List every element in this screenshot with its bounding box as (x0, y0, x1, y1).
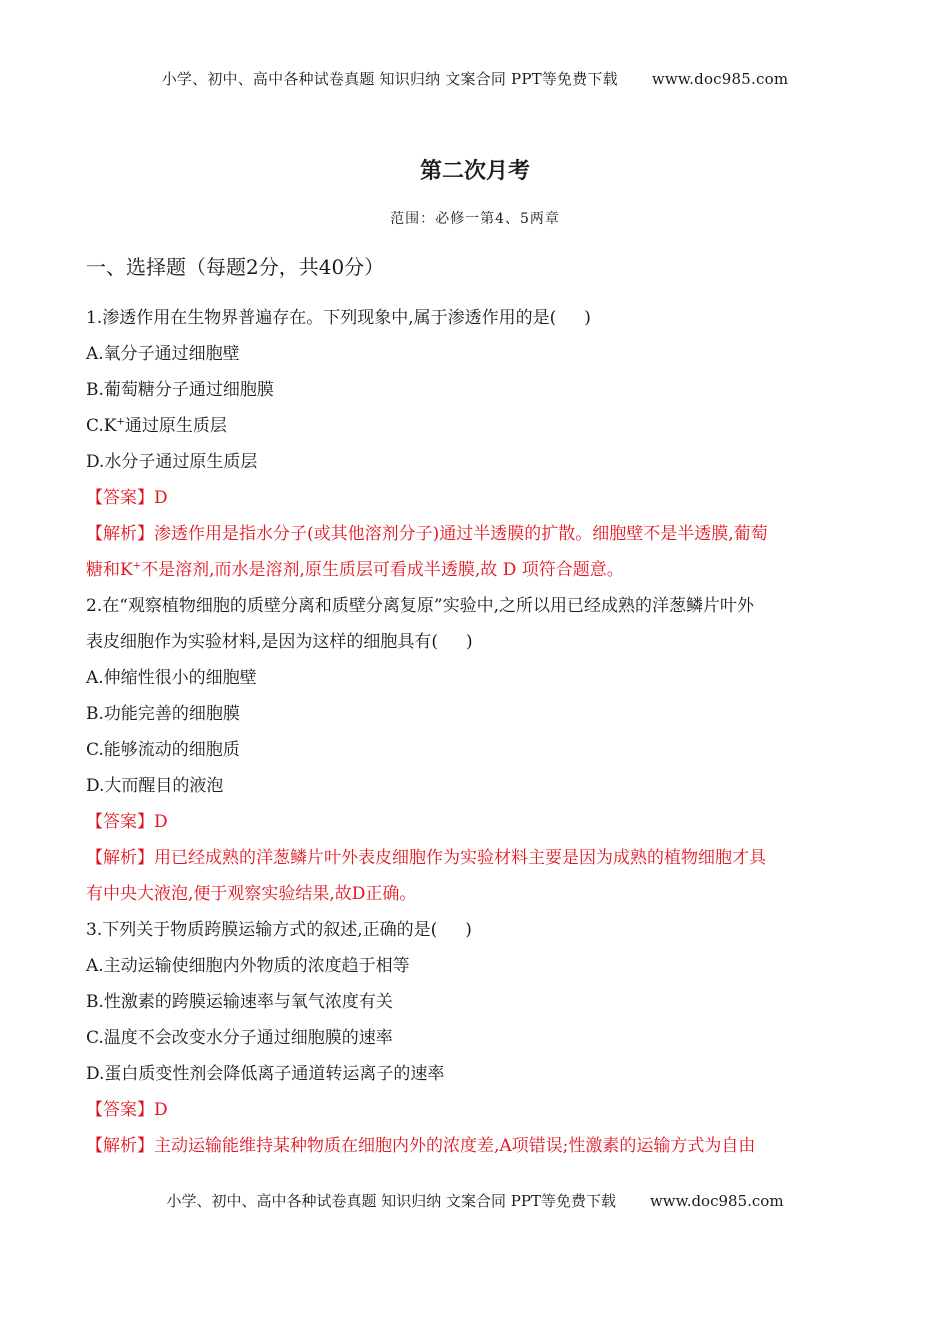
option-b: B.性激素的跨膜运输速率与氧气浓度有关 (86, 992, 393, 1012)
footer-text: 小学、初中、高中各种试卷真题 知识归纳 文案合同 PPT等免费下载 (166, 1192, 616, 1210)
analysis-line: 有中央大液泡,便于观察实验结果,故D正确。 (86, 884, 417, 904)
option-d: D.蛋白质变性剂会降低离子通道转运离子的速率 (86, 1064, 445, 1084)
answer-tag: 【答案】 (86, 488, 154, 508)
analysis-line: 【解析】渗透作用是指水分子(或其他溶剂分子)通过半透膜的扩散。细胞壁不是半透膜,葡萄 (86, 524, 768, 544)
question-stem-cont: 表皮细胞作为实验材料,是因为这样的细胞具有( ) (86, 632, 473, 652)
answer-tag: 【答案】 (86, 1100, 154, 1120)
option-a: A.伸缩性很小的细胞壁 (86, 668, 257, 688)
question-2 (86, 588, 866, 912)
section-heading: 一、选择题（每题2分，共40分） (86, 255, 385, 279)
option-b: B.葡萄糖分子通过细胞膜 (86, 380, 274, 400)
answer-line (86, 1092, 866, 1128)
question-1 (86, 300, 866, 588)
question-3 (86, 912, 866, 1164)
answer-value: D (154, 488, 168, 508)
footer-url[interactable]: www.doc985.com (649, 1192, 784, 1210)
document-body (86, 250, 866, 1164)
option-d: D.大而醒目的液泡 (86, 776, 224, 796)
header-text: 小学、初中、高中各种试卷真题 知识归纳 文案合同 PPT等免费下载 (161, 70, 618, 88)
answer-line (86, 480, 866, 516)
analysis-line: 【解析】主动运输能维持某种物质在细胞内外的浓度差,A项错误;性激素的运输方式为自由 (86, 1136, 756, 1156)
analysis-tag: 【解析】 (86, 1136, 154, 1156)
option-c: C.K+通过原生质层 (86, 416, 227, 436)
analysis-line: 糖和K+不是溶剂,而水是溶剂,原生质层可看成半透膜,故 D 项符合题意。 (86, 560, 624, 580)
question-stem: 3.下列关于物质跨膜运输方式的叙述,正确的是( ) (86, 920, 472, 940)
document-title: 第二次月考 (419, 159, 530, 184)
document-subtitle: 范围：必修一第4、5两章 (390, 211, 560, 227)
analysis-tag: 【解析】 (86, 848, 154, 868)
answer-value: D (154, 812, 168, 832)
analysis-tag: 【解析】 (86, 524, 154, 544)
page-header (0, 68, 950, 89)
option-c: C.温度不会改变水分子通过细胞膜的速率 (86, 1028, 393, 1048)
question-stem: 1.渗透作用在生物界普遍存在。下列现象中,属于渗透作用的是( ) (86, 308, 591, 328)
option-a: A.氧分子通过细胞壁 (86, 344, 240, 364)
option-c: C.能够流动的细胞质 (86, 740, 240, 760)
option-a: A.主动运输使细胞内外物质的浓度趋于相等 (86, 956, 410, 976)
analysis-line: 【解析】用已经成熟的洋葱鳞片叶外表皮细胞作为实验材料主要是因为成熟的植物细胞才具 (86, 848, 766, 868)
option-d: D.水分子通过原生质层 (86, 452, 258, 472)
question-stem: 2.在“观察植物细胞的质壁分离和质壁分离复原”实验中,之所以用已经成熟的洋葱鳞片叶外 (86, 596, 755, 616)
answer-line (86, 804, 866, 840)
answer-tag: 【答案】 (86, 812, 154, 832)
header-url[interactable]: www.doc985.com (651, 70, 789, 88)
page-footer (0, 1190, 950, 1211)
answer-value: D (154, 1100, 168, 1120)
option-b: B.功能完善的细胞膜 (86, 704, 240, 724)
